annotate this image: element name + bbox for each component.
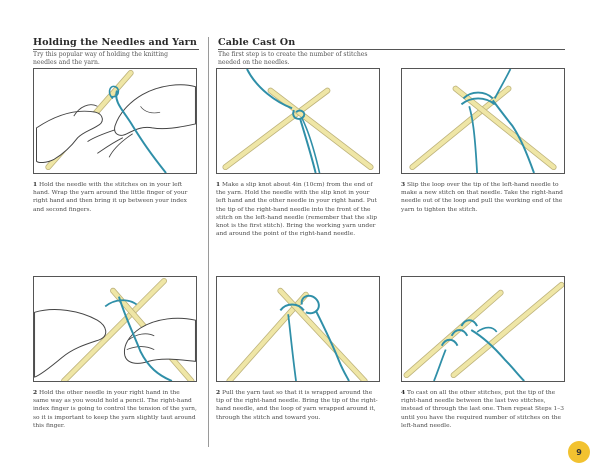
caption-hold-step-1: [33, 181, 197, 214]
illustration-cable-step-1: [216, 68, 380, 174]
step-number: 1: [33, 181, 38, 188]
column-divider: [208, 37, 209, 447]
left-section-title: Holding the Needles and Yarn: [33, 37, 197, 48]
step-number: 3: [401, 181, 406, 188]
step-number: 4: [401, 389, 406, 396]
caption-cable-step-2: [216, 389, 378, 422]
step-text: Slip the loop over the tip of the left-hand needle to make a new stitch on that needle. Take the right-hand needle out of the loop and pull the working end of the yarn to tighten the stitch.: [401, 182, 563, 213]
illustration-cable-step-3: [401, 68, 565, 174]
caption-hold-step-2: [33, 389, 197, 430]
step-number: 1: [216, 181, 221, 188]
right-section-subtitle: The first step is to create the number of stitches needed on the needles.: [218, 51, 368, 66]
step-text: Pull the yarn taut so that it is wrapped around the tip of the right-hand needle. Bring the tip of the right-hand needle, and the loop of yarn wrapped around it, through the stitch and toward you.: [216, 390, 378, 421]
illustration-cable-step-4: [401, 276, 565, 382]
step-text: Make a slip knot about 4in (10cm) from the end of the yarn. Hold the needle with the slip knot in your left hand and the other needle in your right hand. Put the tip of the right-hand needle into the front of the stitch on the left-hand needle (remember that the slip knot is the first stitch). Bring the working yarn under and around the point of the right-hand needle.: [216, 182, 377, 238]
left-title-rule: [33, 49, 199, 50]
illustration-hold-needle-left-hand: [33, 68, 197, 174]
caption-cable-step-3: [401, 181, 565, 214]
step-text: To cast on all the other stitches, put the tip of the right-hand needle between the last two stitches, instead of through the last one. Then repeat Steps 1–3 until you have the required number of stitches on the left-hand needle.: [401, 390, 564, 429]
left-section-subtitle: Try this popular way of holding the knitting needles and the yarn.: [33, 51, 168, 66]
right-title-rule: [218, 49, 565, 50]
illustration-hold-needle-right-hand: [33, 276, 197, 382]
step-number: 2: [216, 389, 221, 396]
step-text: Hold the other needle in your right hand in the same way as you would hold a pencil. The right-hand index finger is going to control the tension of the yarn, so it is important to keep the yarn slightly taut around this finger.: [33, 390, 197, 429]
step-text: Hold the needle with the stitches on in your left hand. Wrap the yarn around the little finger of your right hand and then bring it up between your index and second fingers.: [33, 182, 188, 213]
step-number: 2: [33, 389, 38, 396]
illustration-cable-step-2: [216, 276, 380, 382]
page-number-badge: 9: [568, 441, 590, 463]
right-section-title: Cable Cast On: [218, 37, 296, 48]
caption-cable-step-1: [216, 181, 378, 238]
caption-cable-step-4: [401, 389, 565, 430]
